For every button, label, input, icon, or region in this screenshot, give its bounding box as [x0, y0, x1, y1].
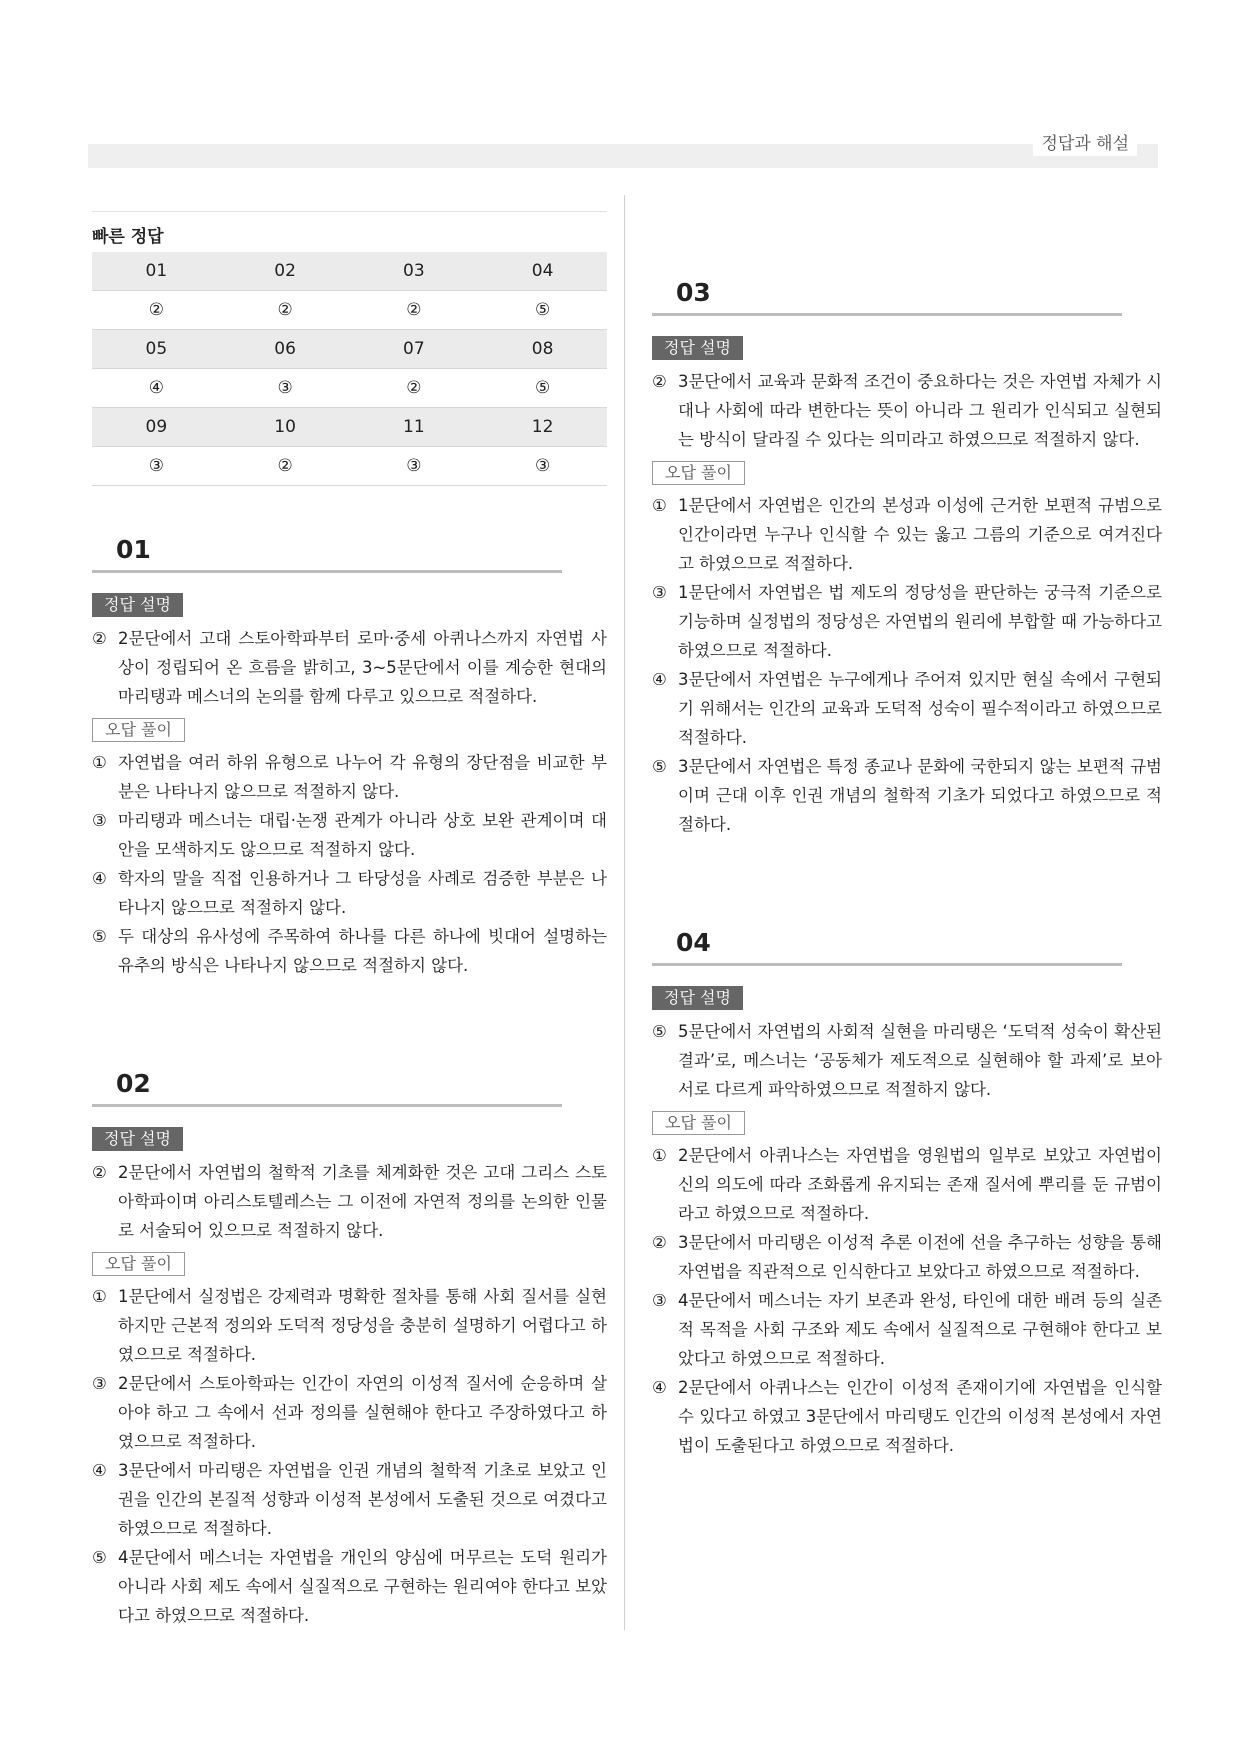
section-01	[92, 535, 607, 980]
table-row	[92, 447, 607, 486]
answer-mark: ②	[350, 369, 479, 408]
answer-mark: ②	[221, 447, 350, 486]
list-item	[652, 1286, 1162, 1373]
explanation-text: 2문단에서 아퀴나스는 자연법을 영원법의 일부로 보았고 자연법이 신의 의도에 따라 조화롭게 유지되는 존재 질서에 뿌리를 둔 규범이라고 하였으므로 적절하다.	[678, 1146, 1162, 1223]
answer-mark: ⑤	[478, 369, 607, 408]
list-item	[652, 1141, 1162, 1228]
question-number: 11	[350, 408, 479, 447]
answer-mark: ①	[652, 496, 667, 515]
list-item	[92, 1369, 607, 1456]
answer-mark: ③	[478, 447, 607, 486]
list-item	[652, 578, 1162, 665]
answer-mark: ⑤	[92, 1548, 107, 1567]
question-number: 10	[221, 408, 350, 447]
table-row	[92, 369, 607, 408]
answer-mark: ③	[652, 1291, 667, 1310]
correct-label: 정답 설명	[92, 1127, 183, 1151]
wrong-label: 오답 풀이	[92, 718, 185, 742]
answer-mark: ①	[92, 1287, 107, 1306]
table-row	[92, 408, 607, 447]
explanation-text: 3문단에서 마리탱은 이성적 추론 이전에 선을 추구하는 성향을 통해 자연법을 직관적으로 인식한다고 보았다고 하였으므로 적절하다.	[678, 1233, 1162, 1281]
header-label: 정답과 해설	[1033, 132, 1137, 156]
correct-label: 정답 설명	[92, 593, 183, 617]
explanation-text: 마리탱과 메스너는 대립·논쟁 관계가 아니라 상호 보완 관계이며 대안을 모색하지도 않으므로 적절하지 않다.	[118, 811, 607, 859]
answer-mark: ①	[652, 1146, 667, 1165]
explanation-text: 2문단에서 스토아학파는 인간이 자연의 이성적 질서에 순응하며 살아야 하고 그 속에서 선과 정의를 실현해야 한다고 주장하였다고 하였으므로 적절하다.	[118, 1374, 607, 1451]
question-number: 09	[92, 408, 221, 447]
answer-mark: ⑤	[478, 291, 607, 330]
question-number: 08	[478, 330, 607, 369]
wrong-label: 오답 풀이	[92, 1252, 185, 1276]
section-02	[92, 1069, 607, 1630]
explanation-text: 1문단에서 실정법은 강제력과 명확한 절차를 통해 사회 질서를 실현하지만 근본적 정의와 도덕적 정당성을 충분히 설명하기 어렵다고 하였으므로 적절하다.	[118, 1287, 607, 1364]
question-number: 01	[92, 252, 221, 291]
correct-label: 정답 설명	[652, 336, 743, 360]
list-item	[92, 922, 607, 980]
explanation-text: 2문단에서 자연법의 철학적 기초를 체계화한 것은 고대 그리스 스토아학파이며 아리스토텔레스는 그 이전에 자연적 정의를 논의한 인물로 서술되어 있으므로 적절하지 않다.	[118, 1163, 607, 1240]
correct-explanation	[92, 1158, 607, 1245]
quick-answers-rule	[92, 211, 607, 212]
answer-mark: ②	[652, 1233, 667, 1252]
answer-mark: ③	[221, 369, 350, 408]
section-03	[652, 278, 1162, 839]
list-item	[92, 1543, 607, 1630]
answer-mark: ②	[92, 1163, 107, 1182]
section-rule	[652, 313, 1122, 316]
explanation-text: 5문단에서 자연법의 사회적 실현을 마리탱은 ‘도덕적 성숙이 확산된 결과’로, 메스너는 ‘공동체가 제도적으로 실현해야 할 과제’로 보아 서로 다르게 파악하였으므로 적절하지 않다.	[678, 1022, 1162, 1099]
answer-mark: ③	[350, 447, 479, 486]
table-row	[92, 330, 607, 369]
explanation-text: 3문단에서 마리탱은 자연법을 인권 개념의 철학적 기초로 보았고 인권을 인간의 본질적 성향과 이성적 본성에서 도출된 것으로 여겼다고 하였으므로 적절하다.	[118, 1461, 607, 1538]
question-number: 03	[350, 252, 479, 291]
section-rule	[92, 570, 562, 573]
answer-mark: ②	[92, 291, 221, 330]
correct-explanation	[92, 624, 607, 711]
answer-mark: ⑤	[92, 927, 107, 946]
answer-mark: ③	[92, 1374, 107, 1393]
answer-mark: ①	[92, 753, 107, 772]
answer-mark: ⑤	[652, 1022, 667, 1041]
list-item	[652, 752, 1162, 839]
explanation-text: 4문단에서 메스너는 자연법을 개인의 양심에 머무르는 도덕 원리가 아니라 사회 제도 속에서 실질적으로 구현하는 원리여야 한다고 보았다고 하였으므로 적절하다.	[118, 1548, 607, 1625]
answer-mark: ④	[652, 1378, 667, 1397]
explanation-text: 2문단에서 고대 스토아학파부터 로마·중세 아퀴나스까지 자연법 사상이 정립되어 온 흐름을 밝히고, 3~5문단에서 이를 계승한 현대의 마리탱과 메스너의 논의를 함께 다루고 있으므로 적절하다.	[118, 629, 607, 706]
list-item	[652, 665, 1162, 752]
question-number: 12	[478, 408, 607, 447]
list-item	[92, 864, 607, 922]
list-item	[652, 1228, 1162, 1286]
quick-answers-table	[92, 252, 607, 486]
answer-mark: ⑤	[652, 757, 667, 776]
list-item	[92, 1456, 607, 1543]
explanation-text: 1문단에서 자연법은 인간의 본성과 이성에 근거한 보편적 규범으로 인간이라면 누구나 인식할 수 있는 옳고 그름의 기준으로 여겨진다고 하였으므로 적절하다.	[678, 496, 1162, 573]
list-item	[652, 491, 1162, 578]
answer-mark: ③	[652, 583, 667, 602]
list-item	[92, 748, 607, 806]
explanation-text: 3문단에서 자연법은 특정 종교나 문화에 국한되지 않는 보편적 규범이며 근대 이후 인권 개념의 철학적 기초가 되었다고 하였으므로 적절하다.	[678, 757, 1162, 834]
table-row	[92, 252, 607, 291]
question-number: 04	[478, 252, 607, 291]
question-number: 07	[350, 330, 479, 369]
answer-mark: ②	[350, 291, 479, 330]
wrong-label: 오답 풀이	[652, 461, 745, 485]
wrong-label: 오답 풀이	[652, 1111, 745, 1135]
list-item	[92, 806, 607, 864]
quick-answers-title: 빠른 정답	[92, 227, 164, 247]
section-number: 03	[676, 278, 711, 307]
answer-mark: ④	[92, 1461, 107, 1480]
answer-mark: ③	[92, 811, 107, 830]
correct-explanation	[652, 367, 1162, 454]
explanation-text: 2문단에서 아퀴나스는 인간이 이성적 존재이기에 자연법을 인식할 수 있다고 하였고 3문단에서 마리탱도 인간의 이성적 본성에서 자연법이 도출된다고 하였으므로 적절하다.	[678, 1378, 1162, 1455]
explanation-text: 4문단에서 메스너는 자기 보존과 완성, 타인에 대한 배려 등의 실존적 목적을 사회 구조와 제도 속에서 실질적으로 구현해야 한다고 보았다고 하였으므로 적절하다.	[678, 1291, 1162, 1368]
table-row	[92, 291, 607, 330]
answer-mark: ②	[221, 291, 350, 330]
section-rule	[652, 963, 1122, 966]
explanation-text: 학자의 말을 직접 인용하거나 그 타당성을 사례로 검증한 부분은 나타나지 않으므로 적절하지 않다.	[118, 869, 607, 917]
answer-mark: ②	[92, 629, 107, 648]
answer-mark: ④	[92, 369, 221, 408]
explanation-text: 자연법을 여러 하위 유형으로 나누어 각 유형의 장단점을 비교한 부분은 나타나지 않으므로 적절하지 않다.	[118, 753, 607, 801]
answer-mark: ④	[652, 670, 667, 689]
section-number: 02	[116, 1069, 151, 1098]
answer-mark: ②	[652, 372, 667, 391]
explanation-text: 3문단에서 자연법은 누구에게나 주어져 있지만 현실 속에서 구현되기 위해서는 인간의 교육과 도덕적 성숙이 필수적이라고 하였으므로 적절하다.	[678, 670, 1162, 747]
question-number: 06	[221, 330, 350, 369]
correct-label: 정답 설명	[652, 986, 743, 1010]
list-item	[652, 1373, 1162, 1460]
question-number: 05	[92, 330, 221, 369]
explanation-text: 1문단에서 자연법은 법 제도의 정당성을 판단하는 궁극적 기준으로 기능하며 실정법의 정당성은 자연법의 원리에 부합할 때 가능하다고 하였으므로 적절하다.	[678, 583, 1162, 660]
answer-mark: ④	[92, 869, 107, 888]
column-divider	[624, 195, 625, 1630]
section-rule	[92, 1104, 562, 1107]
answer-mark: ③	[92, 447, 221, 486]
explanation-text: 두 대상의 유사성에 주목하여 하나를 다른 하나에 빗대어 설명하는 유추의 방식은 나타나지 않으므로 적절하지 않다.	[118, 927, 607, 975]
correct-explanation	[652, 1017, 1162, 1104]
question-number: 02	[221, 252, 350, 291]
section-number: 01	[116, 535, 151, 564]
list-item	[92, 1282, 607, 1369]
section-number: 04	[676, 928, 711, 957]
header-bar	[88, 144, 1158, 168]
section-04	[652, 928, 1162, 1460]
explanation-text: 3문단에서 교육과 문화적 조건이 중요하다는 것은 자연법 자체가 시대나 사회에 따라 변한다는 뜻이 아니라 그 원리가 인식되고 실현되는 방식이 달라질 수 있다는 의미라고 하였으므로 적절하지 않다.	[678, 372, 1162, 449]
